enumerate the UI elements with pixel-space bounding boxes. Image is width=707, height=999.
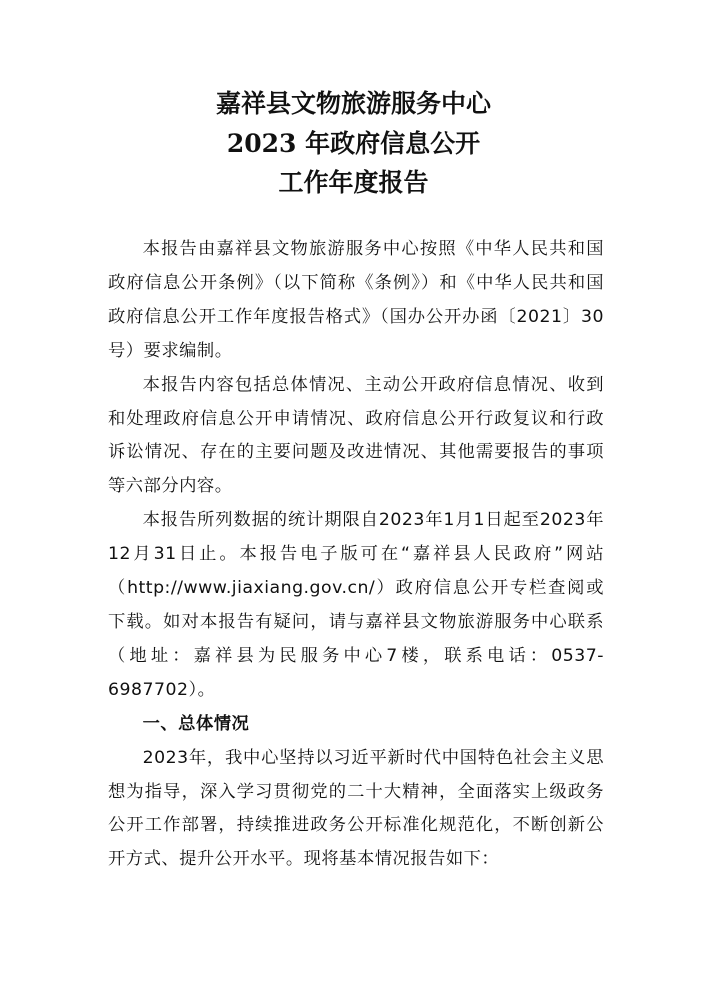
intro-paragraph-1: 本报告由嘉祥县文物旅游服务中心按照《中华人民共和国政府信息公开条例》（以下简称《条例》）和《中华人民共和国政府信息公开工作年度报告格式》（国办公开办函〔2021〕30号）要求编制。 [108,239,604,361]
intro-paragraph-3: 本报告所列数据的统计期限自2023年1月1日起至2023年12月31日止。本报告电子版可在“嘉祥县人民政府”网站（http://www.jiaxiang.gov.cn/）政府信息公开专栏查阅或下载。如对本报告有疑问，请与嘉祥县文物旅游服务中心联系（地址：嘉祥县为民服务中心7楼，联系电话：0537-6987702）。 [108,510,604,700]
overview-paragraph: 2023年，我中心坚持以习近平新时代中国特色社会主义思想为指导，深入学习贯彻党的二十大精神，全面落实上级政务公开工作部署，持续推进政务公开标准化规范化，不断创新公开方式、提升公开水平。现将基本情况报告如下： [108,747,604,870]
report-title-line-1: 嘉祥县文物旅游服务中心 [215,89,491,118]
intro-paragraph-2: 本报告内容包括总体情况、主动公开政府信息情况、收到和处理政府信息公开申请情况、政府信息公开行政复议和行政诉讼情况、存在的主要问题及改进情况、其他需要报告的事项等六部分内容。 [108,374,604,497]
report-title-line-2: 2023 年政府信息公开 [226,129,481,158]
section-heading-overview: 一、总体情况 [142,713,250,734]
report-body [108,233,604,877]
report-title-line-3: 工作年度报告 [278,168,429,197]
